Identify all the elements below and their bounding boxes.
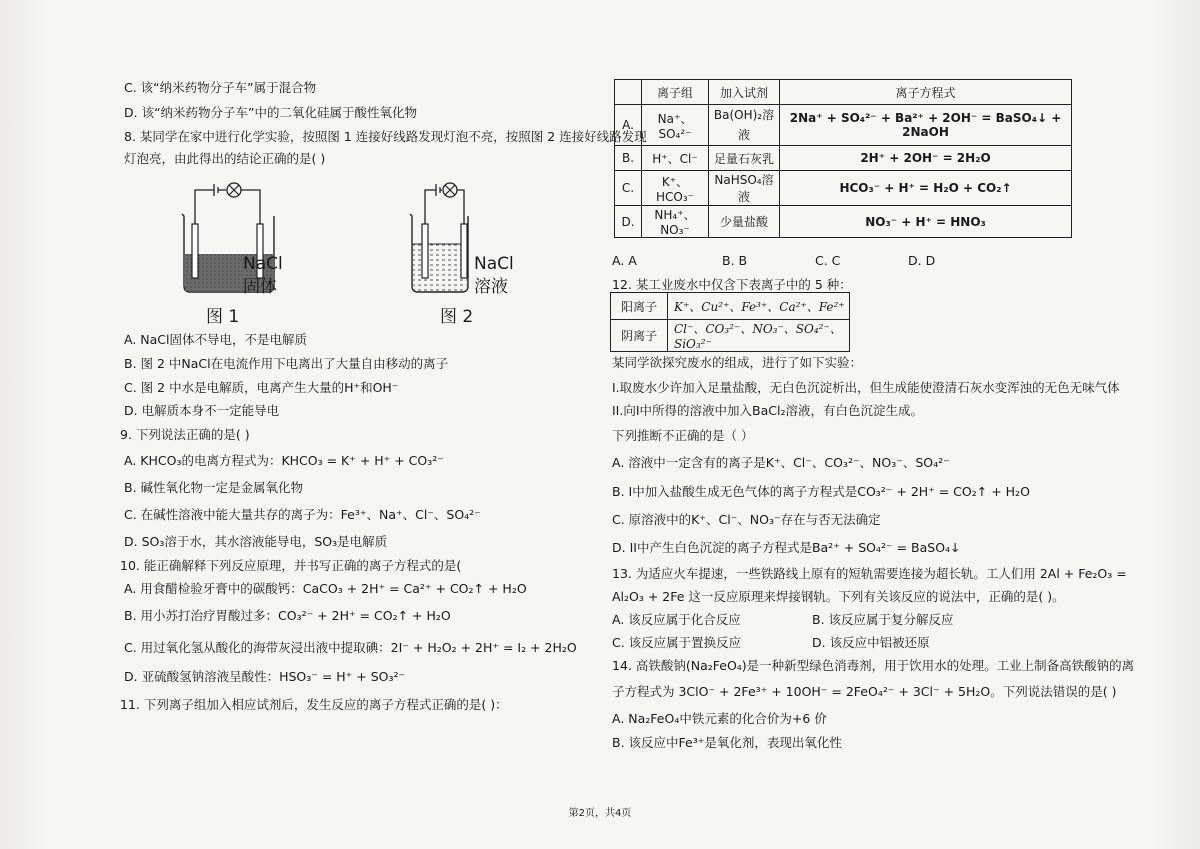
q9-option-c: C. 在碱性溶液中能大量共存的离子为：Fe³⁺、Na⁺、Cl⁻、SO₄²⁻: [124, 507, 481, 522]
table-header-row: [615, 80, 1072, 105]
table-cell: NO₃⁻ + H⁺ = HNO₃: [780, 206, 1072, 238]
q12-option-c: C. 原溶液中的K⁺、Cl⁻、NO₃⁻存在与否无法确定: [612, 512, 881, 527]
q12-ion-table: [610, 292, 850, 352]
table-row: [611, 293, 850, 320]
q10-option-d: D. 亚硫酸氢钠溶液呈酸性：HSO₃⁻ = H⁺ + SO₃²⁻: [124, 669, 406, 684]
q12-line-4: 下列推断不正确的是（ ）: [612, 428, 754, 443]
q10-option-b: B. 用小苏打治疗胃酸过多：CO₃²⁻ + 2H⁺ = CO₂↑ + H₂O: [124, 608, 451, 623]
table-cell: Na⁺、SO₄²⁻: [642, 105, 709, 146]
table-cell: K⁺、HCO₃⁻: [642, 171, 709, 206]
q10-option-c: C. 用过氧化氢从酸化的海带灰浸出液中提取碘：2I⁻ + H₂O₂ + 2H⁺ = I₂ + 2H₂O: [124, 640, 577, 655]
table-cell: 2H⁺ + 2OH⁻ = 2H₂O: [780, 146, 1072, 171]
table-cell: NaHSO₄溶液: [709, 171, 780, 206]
q12-option-a: A. 溶液中一定含有的离子是K⁺、Cl⁻、CO₃²⁻、NO₃⁻、SO₄²⁻: [612, 455, 950, 470]
figure-2-apparatus: [400, 178, 530, 296]
table-cell: D.: [615, 206, 642, 238]
table-cell: Ba(OH)₂溶液: [709, 105, 780, 146]
q9-option-b: B. 碱性氧化物一定是金属氧化物: [124, 480, 304, 495]
q14-stem-line2: 子方程式为 3ClO⁻ + 2Fe³⁺ + 10OH⁻ = 2FeO₄²⁻ + 3Cl⁻ + 5H₂O。下列说法错误的是( ): [612, 684, 1117, 699]
page-footer: 第2页，共4页: [568, 808, 632, 819]
q9-stem: 9. 下列说法正确的是( ): [120, 427, 250, 442]
q12-option-d: D. II中产生白色沉淀的离子方程式是Ba²⁺ + SO₄²⁻ = BaSO₄↓: [612, 540, 961, 555]
q13-option-b: B. 该反应属于复分解反应: [812, 612, 954, 627]
figure-2-state: 溶液: [474, 277, 508, 297]
q14-option-a: A. Na₂FeO₄中铁元素的化合价为+6 价: [612, 711, 827, 726]
q8-stem-line1: 8. 某同学在家中进行化学实验，按照图 1 连接好线路发现灯泡不亮，按照图 2 连接好线路发现: [124, 129, 647, 144]
q10-option-a: A. 用食醋检验牙膏中的碳酸钙：CaCO₃ + 2H⁺ = Ca²⁺ + CO₂↑ + H₂O: [124, 581, 527, 596]
q11-option-c: C. C: [815, 253, 841, 268]
table-cell: NH₄⁺、NO₃⁻: [642, 206, 709, 238]
table-header-cell: [615, 80, 642, 105]
q7-option-c: C. 该“纳米药物分子车”属于混合物: [124, 80, 317, 95]
figure-2-substance: NaCl: [474, 254, 514, 274]
table-cell: 2Na⁺ + SO₄²⁻ + Ba²⁺ + 2OH⁻ = BaSO₄↓ + 2NaOH: [780, 105, 1072, 146]
q12-line-3: II.向I中所得的溶液中加入BaCl₂溶液，有白色沉淀生成。: [612, 403, 923, 418]
q8-option-c: C. 图 2 中水是电解质，电离产生大量的H⁺和OH⁻: [124, 380, 399, 395]
q10-stem: 10. 能正确解释下列反应原理，并书写正确的离子方程式的是(: [120, 558, 462, 573]
table-row: [615, 105, 1072, 146]
q12-line-2: I.取废水少许加入足量盐酸，无白色沉淀析出，但生成能使澄清石灰水变浑浊的无色无味气体: [612, 380, 1120, 395]
table-row: [615, 206, 1072, 238]
q11-option-a: A. A: [612, 253, 637, 268]
table-cell: K⁺、Cu²⁺、Fe³⁺、Ca²⁺、Fe²⁺: [668, 293, 850, 320]
q7-option-d: D. 该“纳米药物分子车”中的二氧化硅属于酸性氧化物: [124, 105, 418, 120]
q14-stem-line1: 14. 高铁酸钠(Na₂FeO₄)是一种新型绿色消毒剂，用于饮用水的处理。工业上制备高铁酸钠的离: [612, 658, 1135, 673]
q13-option-c: C. 该反应属于置换反应: [612, 635, 742, 650]
q11-table: [614, 79, 1072, 238]
table-cell: 足量石灰乳: [709, 146, 780, 171]
figure-1-substance: NaCl: [243, 254, 283, 274]
table-row: [615, 146, 1072, 171]
q8-option-d: D. 电解质本身不一定能导电: [124, 403, 280, 418]
q11-option-d: D. D: [908, 253, 936, 268]
q8-stem-line2: 灯泡亮，由此得出的结论正确的是( ): [124, 151, 326, 166]
q12-line-1: 某同学欲探究废水的组成，进行了如下实验：: [612, 355, 863, 370]
q13-stem-line1: 13. 为适应火车提速，一些铁路线上原有的短轨需要连接为超长轨。工人们用 2Al + Fe₂O₃ =: [612, 566, 1127, 581]
q11-option-b: B. B: [722, 253, 748, 268]
table-row: [611, 320, 850, 352]
q13-option-d: D. 该反应中铝被还原: [812, 635, 930, 650]
q13-option-a: A. 该反应属于化合反应: [612, 612, 741, 627]
table-cell: HCO₃⁻ + H⁺ = H₂O + CO₂↑: [780, 171, 1072, 206]
table-header-cell: 离子组: [642, 80, 709, 105]
q8-option-b: B. 图 2 中NaCl在电流作用下电离出了大量自由移动的离子: [124, 356, 449, 371]
table-cell: A.: [615, 105, 642, 146]
q12-stem: 12. 某工业废水中仅含下表离子中的 5 种：: [612, 277, 852, 292]
table-cell: Cl⁻、CO₃²⁻、NO₃⁻、SO₄²⁻、SiO₃²⁻: [668, 320, 850, 352]
q9-option-a: A. KHCO₃的电离方程式为：KHCO₃ = K⁺ + H⁺ + CO₃²⁻: [124, 453, 444, 468]
table-cell: 少量盐酸: [709, 206, 780, 238]
table-cell: 阴离子: [611, 320, 668, 352]
table-header-cell: 离子方程式: [780, 80, 1072, 105]
q8-option-a: A. NaCl固体不导电，不是电解质: [124, 332, 307, 347]
table-row: [615, 171, 1072, 206]
q13-stem-line2: Al₂O₃ + 2Fe 这一反应原理来焊接钢轨。下列有关该反应的说法中，正确的是( )。: [612, 589, 1065, 604]
figure-1-apparatus: [170, 178, 300, 296]
q12-option-b: B. I中加入盐酸生成无色气体的离子方程式是CO₃²⁻ + 2H⁺ = CO₂↑ + H₂O: [612, 484, 1030, 499]
figure-1-state: 固体: [243, 277, 277, 297]
table-header-cell: 加入试剂: [709, 80, 780, 105]
q14-option-b: B. 该反应中Fe³⁺是氧化剂，表现出氧化性: [612, 735, 842, 750]
figure-2-caption: 图 2: [440, 307, 474, 327]
q11-stem: 11. 下列离子组加入相应试剂后，发生反应的离子方程式正确的是( )：: [120, 697, 508, 712]
q9-option-d: D. SO₃溶于水，其水溶液能导电，SO₃是电解质: [124, 534, 388, 549]
table-cell: 阳离子: [611, 293, 668, 320]
table-cell: B.: [615, 146, 642, 171]
figure-1-caption: 图 1: [206, 307, 240, 327]
table-cell: C.: [615, 171, 642, 206]
table-cell: H⁺、Cl⁻: [642, 146, 709, 171]
